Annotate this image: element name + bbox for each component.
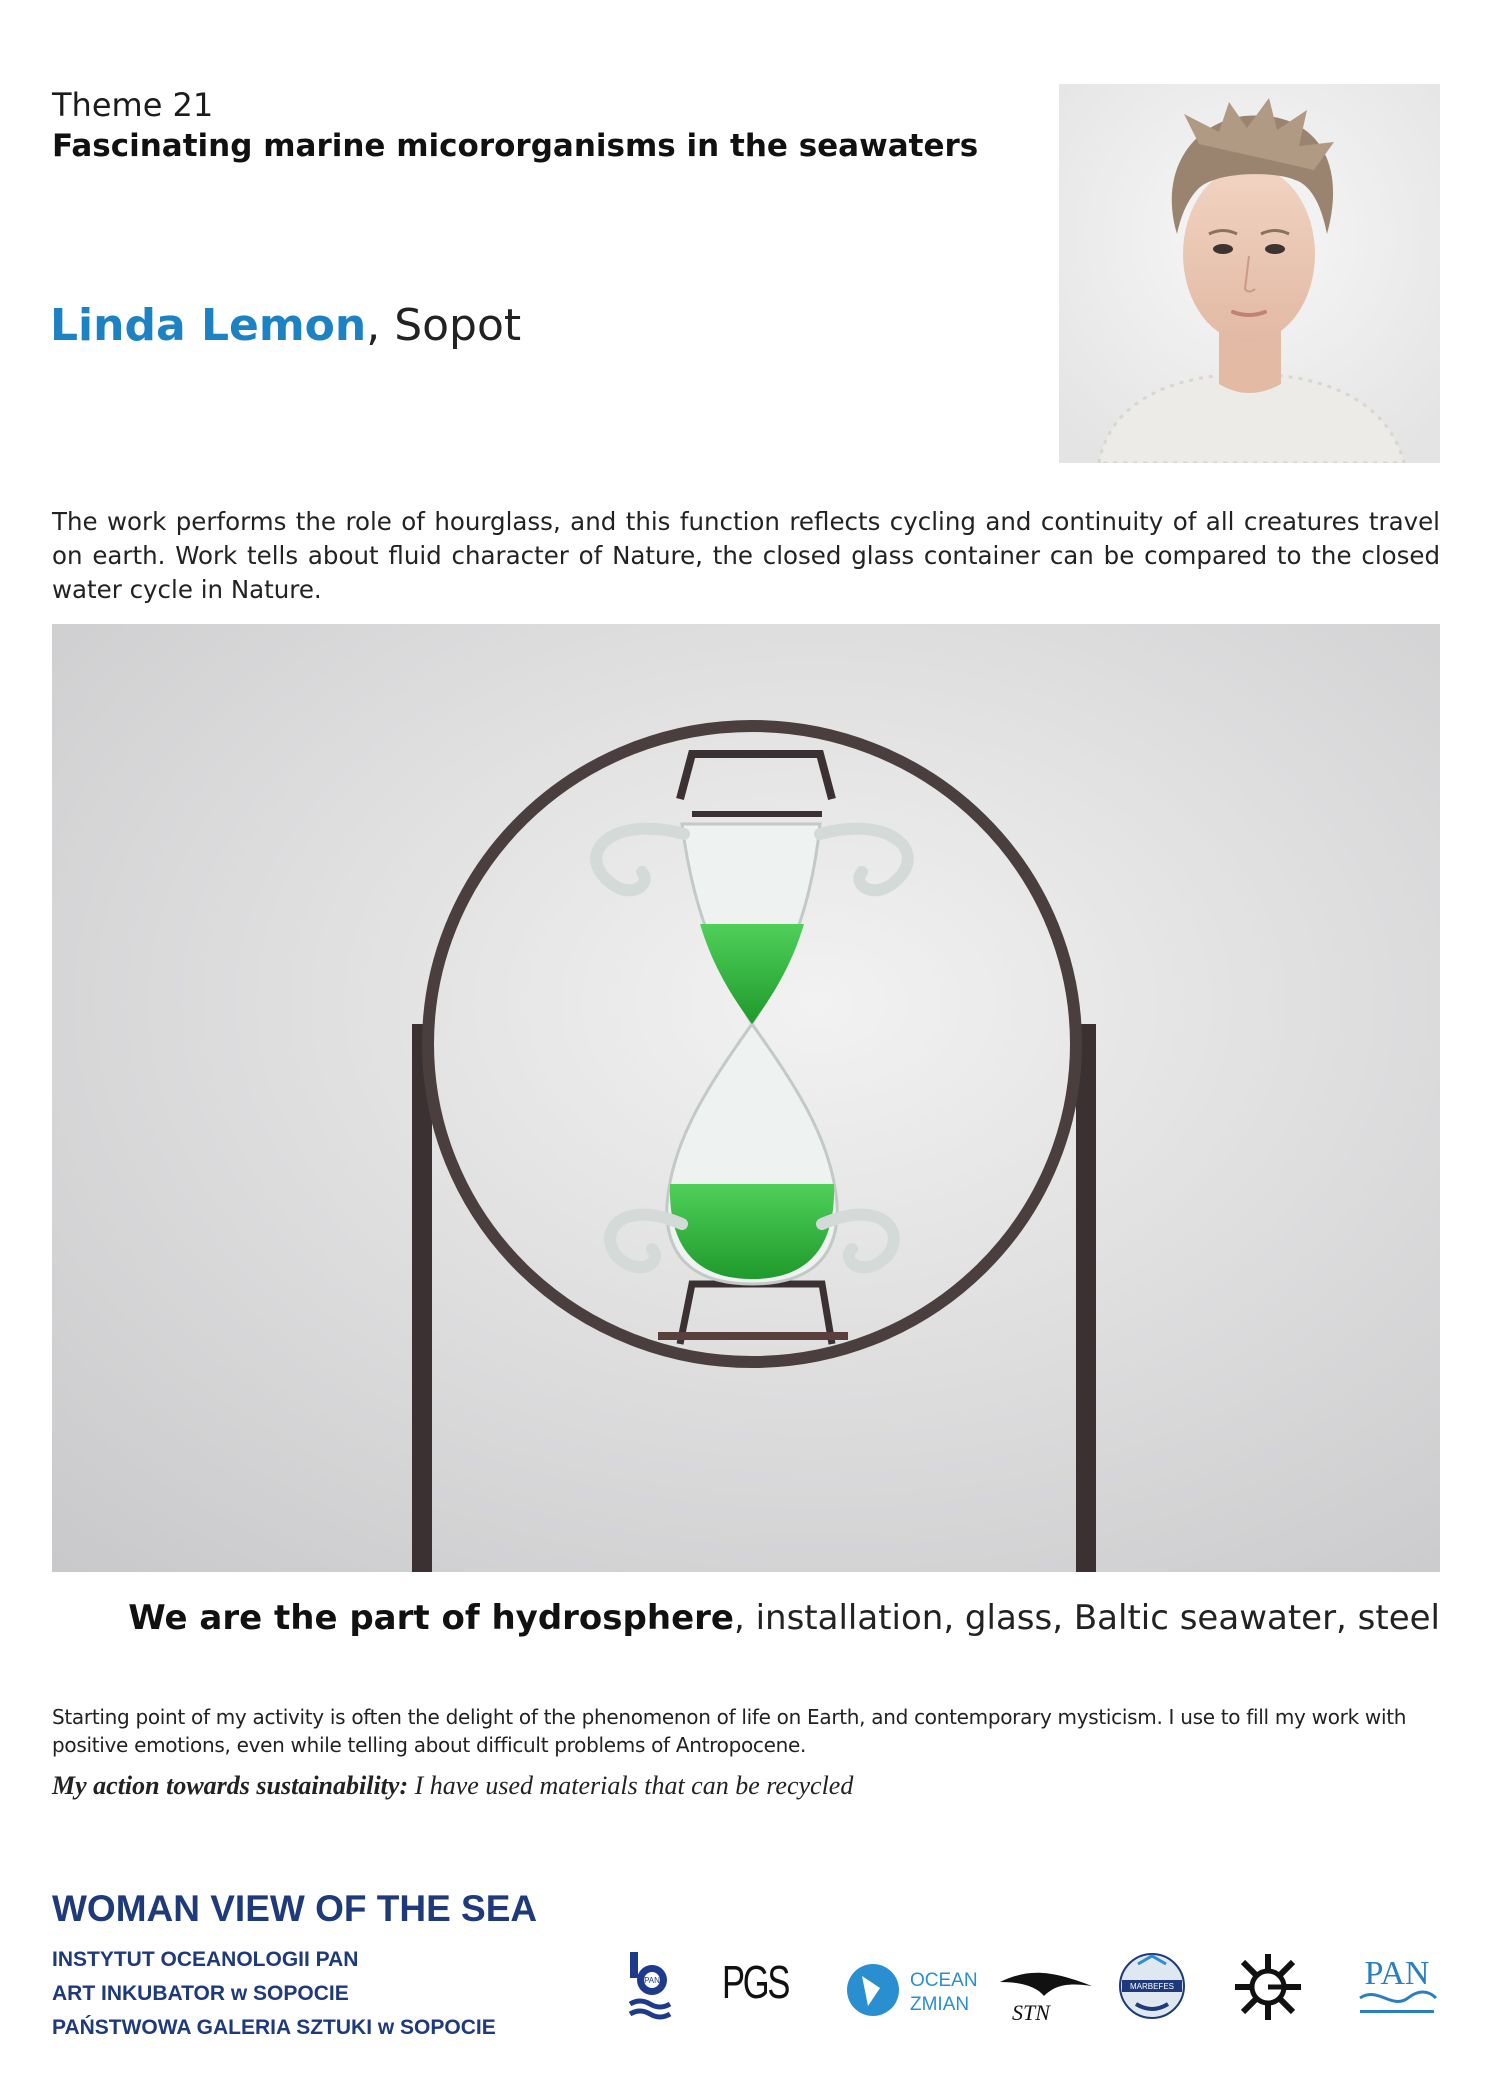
pgs-logo: PGS — [722, 1956, 789, 2008]
ocean-logo-line2: ZMIAN — [910, 1994, 970, 2015]
work-description: The work performs the role of hourglass, and this function reflects cycling and continuity of all creatures travel on earth. Work tells about fluid character of Nature, the closed glass container can be compared to the closed water cycle in Nature. — [52, 507, 1440, 604]
iopan-logo-text: PAN — [644, 1976, 660, 1985]
action-label: My action towards sustainability: — [52, 1771, 409, 1800]
gallery-sun-logo — [1233, 1950, 1303, 2024]
ocean-logo-line1: OCEAN — [910, 1970, 978, 1991]
institution-1: INSTYTUT OCEANOLOGII PAN — [52, 1948, 359, 1971]
project-title: WOMAN VIEW OF THE SEA — [52, 1888, 538, 1929]
sustainability-action — [52, 1771, 853, 1801]
stn-logo-text: STN — [1012, 2000, 1050, 2025]
artist-line — [50, 300, 521, 351]
work-title: We are the part of hydrosphere — [128, 1598, 734, 1638]
iopan-logo — [628, 1950, 672, 2024]
institution-3: PAŃSTWOWA GALERIA SZTUKI w SOPOCIE — [52, 2016, 496, 2039]
artist-name: Linda Lemon — [50, 300, 367, 351]
artist-statement: Starting point of my activity is often the delight of the phenomenon of life on Earth, and contemporary mysticism. I use to fill my work with positive emotions, even while telling about difficult problems of Antropocene. — [52, 1705, 1407, 1757]
artwork-photo — [52, 624, 1440, 1572]
artist-portrait — [1059, 84, 1440, 463]
marbefes-logo — [1118, 1950, 1186, 2022]
theme-number: Theme 21 — [52, 86, 214, 124]
pan-logo — [1352, 1950, 1442, 2024]
theme-title: Fascinating marine micororganisms in the seawaters — [52, 128, 979, 164]
work-caption — [128, 1598, 1440, 1638]
institution-2: ART INKUBATOR w SOPOCIE — [52, 1982, 349, 2005]
pan-logo-text: PAN — [1364, 1955, 1430, 1992]
marbefes-logo-text: MARBEFES — [1129, 1982, 1175, 1991]
action-text: I have used materials that can be recycled — [408, 1771, 854, 1800]
stn-logo — [996, 1952, 1096, 2028]
ocean-zmian-logo — [846, 1962, 998, 2018]
work-details: , installation, glass, Baltic seawater, steel — [733, 1598, 1440, 1638]
artist-city: , Sopot — [366, 300, 522, 351]
